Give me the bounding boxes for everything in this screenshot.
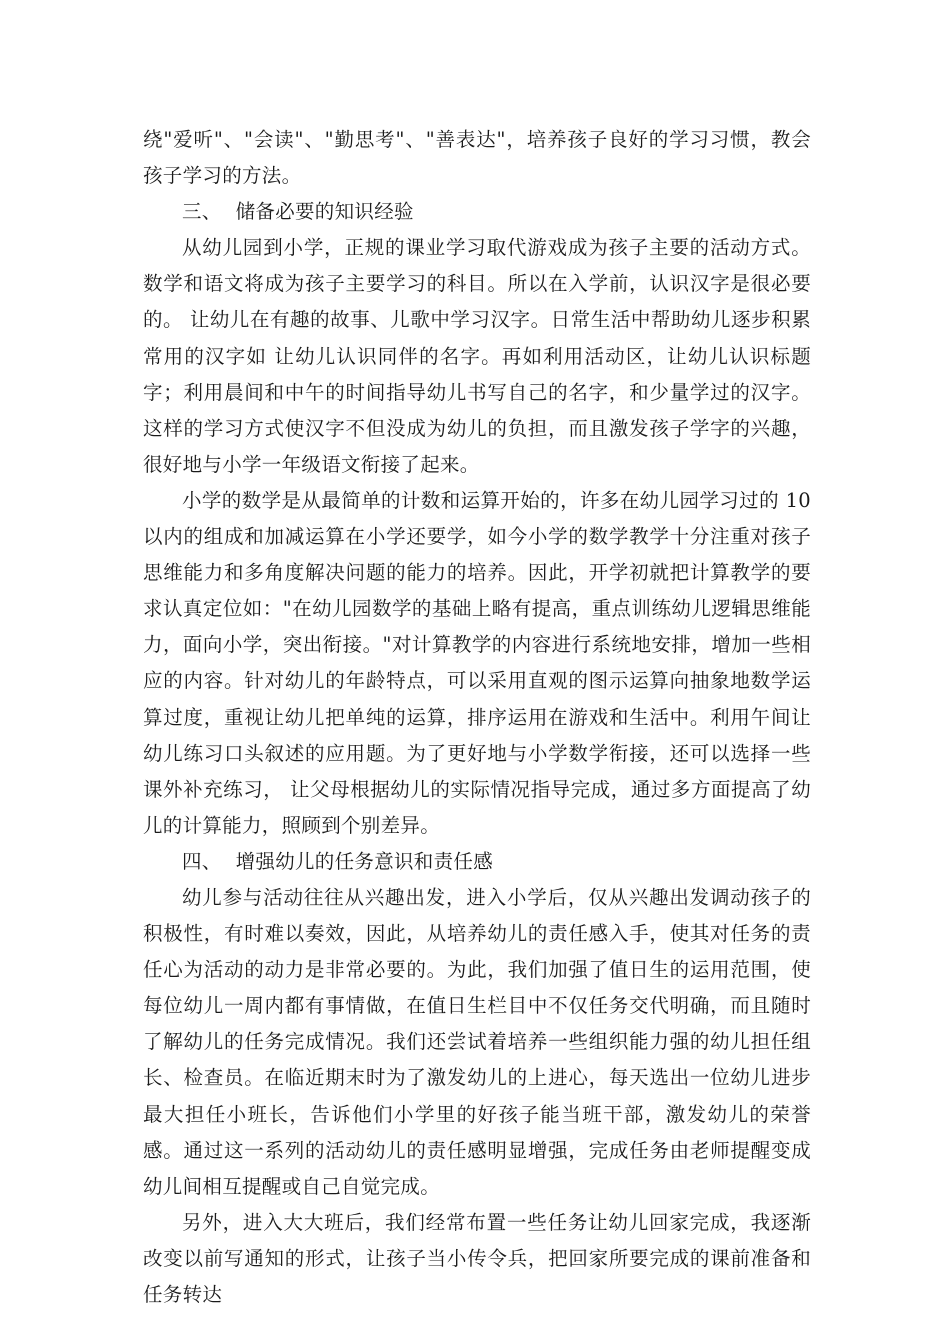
section-title: 增强幼儿的任务意识和责任感: [235, 849, 494, 873]
section-title: 储备必要的知识经验: [235, 200, 414, 224]
paragraph-homework: 另外，进入大大班后，我们经常布置一些任务让幼儿回家完成，我逐渐改变以前写通知的形式，让孩子当小传令兵，把回家所要完成的课前准备和任务转达: [143, 1210, 811, 1306]
paragraph-literacy: 从幼儿园到小学，正规的课业学习取代游戏成为孩子主要的活动方式。数学和语文将成为孩子主要学习的科目。所以在入学前，认识汉字是很必要的。 让幼儿在有趣的故事、儿歌中学习汉字。日常生活中帮助幼儿逐步积累常用的汉字如 让幼儿认识同伴的名字。再如利用活动区，让幼儿认识标题字；利用晨间和中午的时间指导幼儿书写自己的名字，和少量学过的汉字。这样的学习方式使汉字不但没成为幼儿的负担，而且激发孩子学字的兴趣，很好地与小学一年级语文衔接了起来。: [143, 236, 811, 476]
section-number: 三、: [182, 200, 222, 224]
paragraph-responsibility: 幼儿参与活动往往从兴趣出发，进入小学后，仅从兴趣出发调动孩子的积极性，有时难以奏效，因此，从培养幼儿的责任感入手，使其对任务的责任心为活动的动力是非常必要的。为此，我们加强了值日生的运用范围，使每位幼儿一周内都有事情做，在值日生栏目中不仅任务交代明确，而且随时了解幼儿的任务完成情况。我们还尝试着培养一些组织能力强的幼儿担任组长、检查员。在临近期末时为了激发幼儿的上进心，每天选出一位幼儿进步最大担任小班长，告诉他们小学里的好孩子能当班干部，激发幼儿的荣誉感。通过这一系列的活动幼儿的责任感明显增强，完成任务由老师提醒变成幼儿间相互提醒或自己自觉完成。: [143, 885, 811, 1198]
section-heading-three: [143, 194, 811, 230]
section-heading-four: [143, 844, 811, 880]
paragraph-math: 小学的数学是从最简单的计数和运算开始的，许多在幼儿园学习过的 10 以内的组成和加减运算在小学还要学，如今小学的数学教学十分注重对孩子思维能力和多角度解决问题的能力的培养。因此，开学初就把计算教学的要求认真定位如："在幼儿园数学的基础上略有提高，重点训练幼儿逻辑思维能力，面向小学，突出衔接。"对计算教学的内容进行系统地安排，增加一些相应的内容。针对幼儿的年龄特点，可以采用直观的图示运算向抽象地数学运算过度，重视让幼儿把单纯的运算，排序运用在游戏和生活中。利用午间让幼儿练习口头叙述的应用题。为了更好地与小学数学衔接，还可以选择一些课外补充练习， 让父母根据幼儿的实际情况指导完成，通过多方面提高了幼儿的计算能力，照顾到个别差异。: [143, 488, 811, 837]
document-body: [143, 122, 811, 1313]
paragraph-continuation: 绕"爱听"、"会读"、"勤思考"、"善表达"，培养孩子良好的学习习惯，教会孩子学习的方法。: [143, 128, 811, 188]
section-number: 四、: [182, 849, 222, 873]
